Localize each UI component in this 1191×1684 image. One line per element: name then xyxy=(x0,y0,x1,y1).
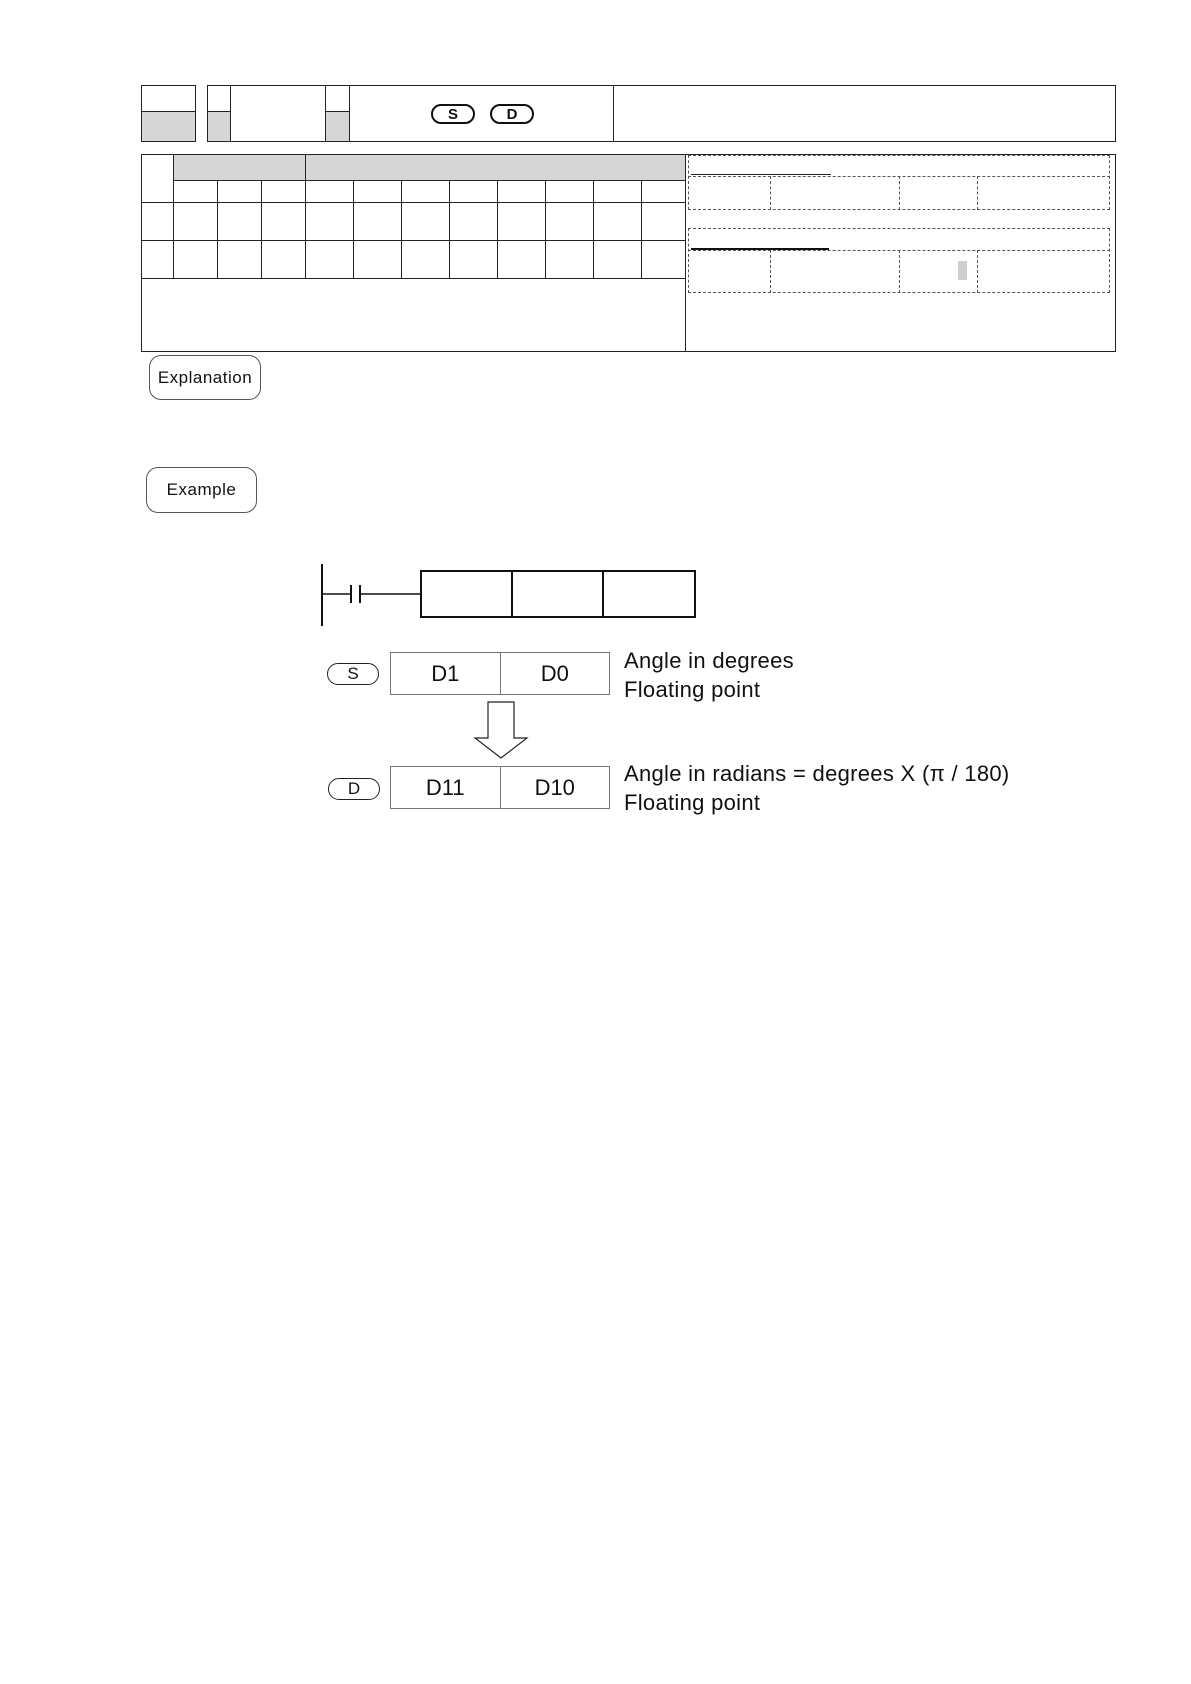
operand-s-symbol: S xyxy=(431,104,475,124)
program-steps-block xyxy=(688,155,1110,210)
api-number-shaded xyxy=(142,111,195,141)
source-note-line2: Floating point xyxy=(624,677,761,702)
word-devices-header xyxy=(306,155,686,181)
source-operand-symbol: S xyxy=(327,663,379,685)
mnemonic-prefix-cell xyxy=(207,85,231,142)
operands-cell xyxy=(349,85,614,142)
dest-note-line2: Floating point xyxy=(624,790,761,815)
dest-note-line1: Angle in radians = degrees X (π / 180) xyxy=(624,761,1010,786)
source-register-pair xyxy=(390,652,610,695)
source-register-high: D1 xyxy=(431,660,460,686)
support-mark xyxy=(958,261,967,280)
source-note-line1: Angle in degrees xyxy=(624,648,794,673)
function-description-cell xyxy=(613,85,1116,142)
operand-d-symbol: D xyxy=(490,104,534,124)
instruction-box xyxy=(421,571,695,617)
dest-register-high: D11 xyxy=(425,774,465,800)
device-type-table xyxy=(141,154,686,279)
table-row xyxy=(142,241,686,279)
example-label: Example xyxy=(146,467,257,513)
bit-devices-header xyxy=(174,155,306,181)
table-row xyxy=(142,203,686,241)
pulse-bit-block xyxy=(688,228,1110,293)
mnemonic-suffix-cell xyxy=(325,85,350,142)
mnemonic-cell xyxy=(230,85,326,142)
api-number-cell xyxy=(141,85,196,142)
explanation-label: Explanation xyxy=(149,355,261,400)
source-register-low: D0 xyxy=(500,653,610,694)
dest-register-pair xyxy=(390,766,610,809)
device-table-divider xyxy=(685,154,686,352)
down-arrow-icon xyxy=(472,700,530,760)
dest-operand-symbol: D xyxy=(328,778,380,800)
dest-register-low: D10 xyxy=(500,767,610,808)
ladder-diagram xyxy=(310,560,710,630)
